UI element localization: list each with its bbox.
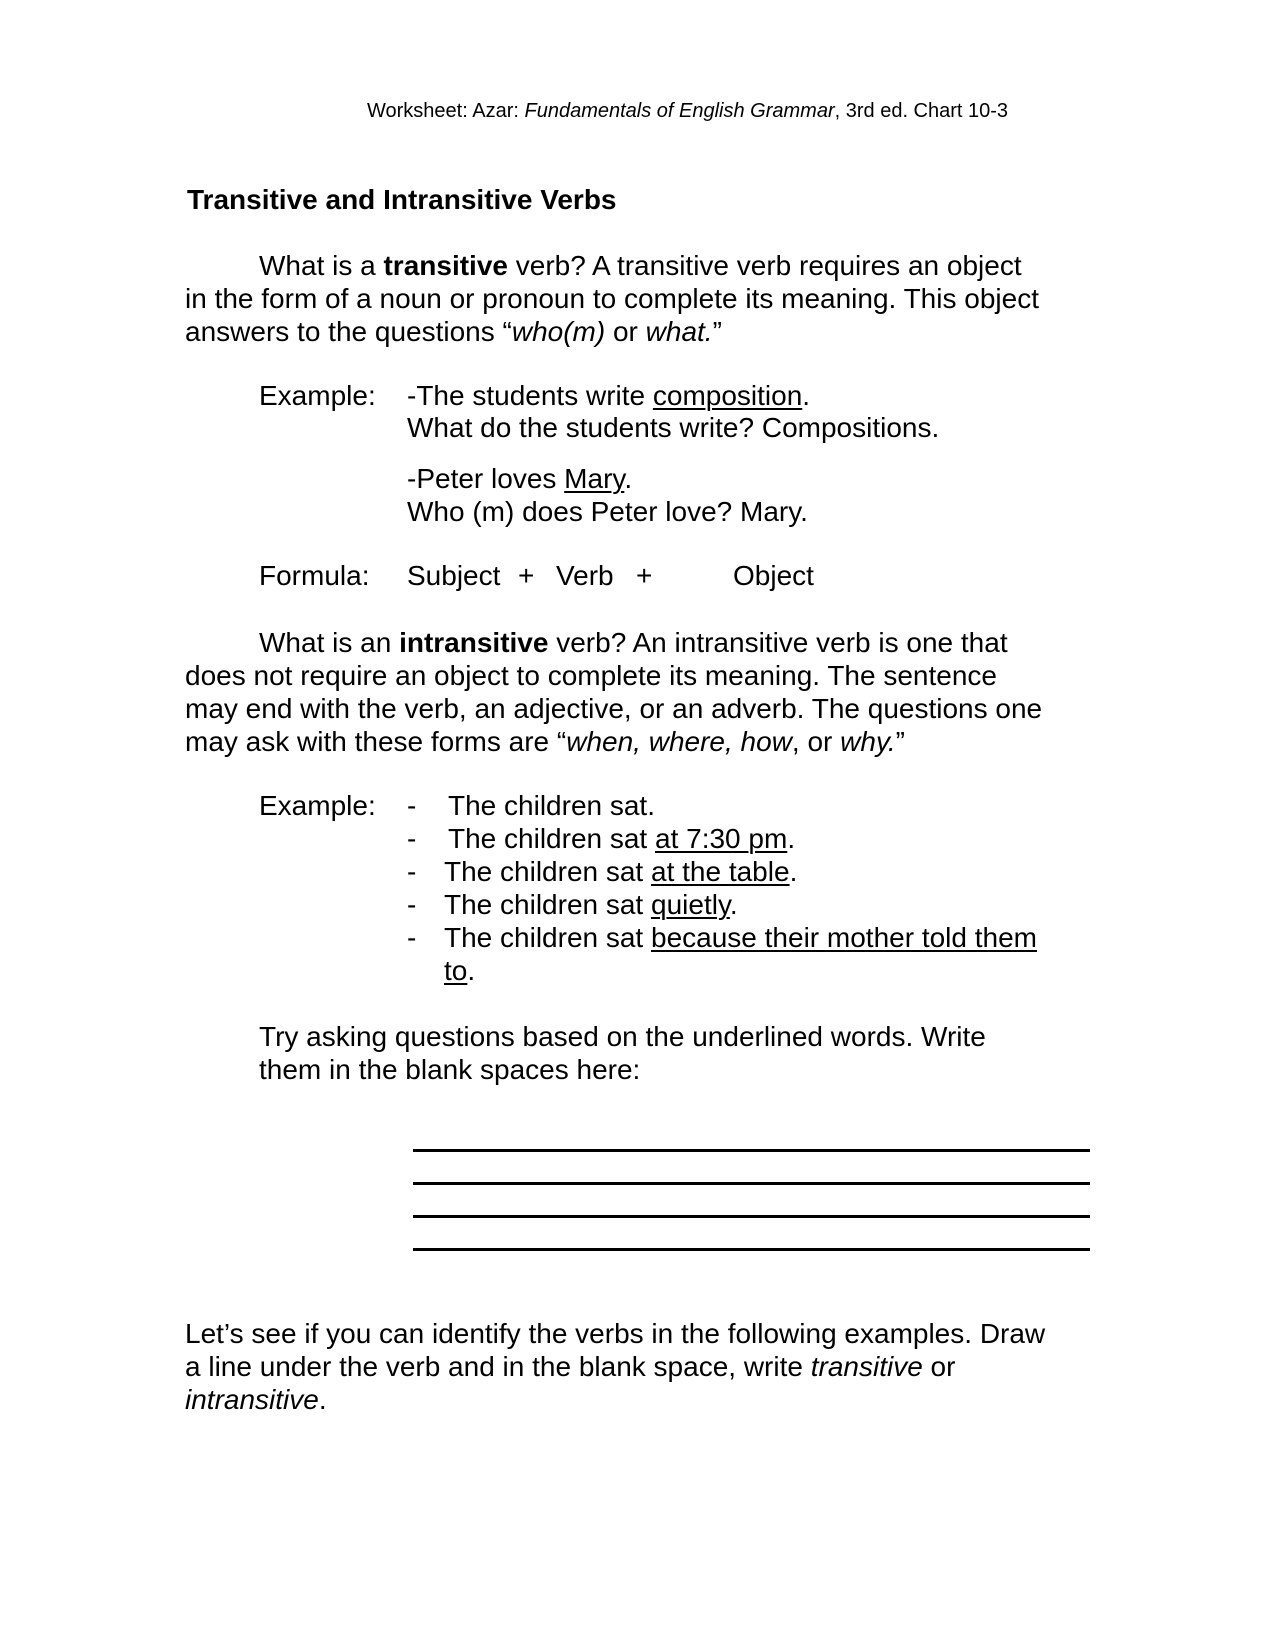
example-2-question: Who (m) does Peter love? Mary. — [407, 496, 808, 527]
example-1-sentence — [407, 380, 810, 412]
list-bullet: - — [407, 922, 417, 953]
text: . — [789, 856, 798, 887]
answer-blank-line[interactable] — [413, 1182, 1090, 1185]
text: verb? A transitive verb requires an object — [507, 250, 1022, 281]
answer-blank-line[interactable] — [413, 1149, 1090, 1152]
intransitive-para-line-4 — [185, 725, 905, 758]
intransitive-para-line-2: does not require an object to complete its meaning. The sentence — [185, 660, 997, 691]
text: The children sat — [444, 922, 651, 953]
text-italic: why. — [840, 726, 896, 757]
text: -Peter loves — [407, 463, 565, 494]
formula-verb: Verb — [556, 560, 614, 591]
text: may ask with these forms are “ — [185, 726, 567, 757]
list-item-continuation — [444, 955, 475, 987]
text: . — [624, 463, 633, 494]
worksheet-header — [367, 100, 1008, 123]
underlined-phrase: quietly — [651, 889, 730, 920]
list-item — [448, 823, 795, 855]
intransitive-para-line-3: may end with the verb, an adjective, or an adverb. The questions one — [185, 693, 1043, 724]
list-item — [444, 889, 738, 921]
text: The children sat. — [448, 790, 655, 821]
formula-subject: Subject — [407, 560, 501, 591]
example-label-intransitive: Example: — [259, 790, 376, 821]
list-item — [444, 856, 797, 888]
underlined-phrase: to — [444, 955, 468, 986]
term-transitive: transitive — [383, 250, 508, 281]
list-bullet: - — [407, 823, 417, 854]
formula-plus: + — [636, 560, 653, 591]
instructions-line-2: them in the blank spaces here: — [259, 1054, 641, 1085]
page-title: Transitive and Intransitive Verbs — [187, 184, 617, 215]
example-label-transitive: Example: — [259, 380, 376, 411]
list-bullet: - — [407, 889, 417, 920]
text-italic: who(m) — [511, 316, 606, 347]
identify-line-2 — [185, 1350, 955, 1383]
formula-object: Object — [733, 560, 814, 591]
text: The children sat — [444, 856, 651, 887]
underlined-phrase: at 7:30 pm — [655, 823, 788, 854]
text: . — [729, 889, 738, 920]
header-book-title: Fundamentals of English Grammar — [524, 100, 835, 122]
text: The children sat — [444, 889, 651, 920]
text: . — [318, 1384, 327, 1415]
underlined-object: composition — [652, 380, 803, 411]
formula-plus: + — [518, 560, 535, 591]
text: What is an — [259, 627, 400, 658]
instructions-line-1: Try asking questions based on the underlined words. Write — [259, 1021, 986, 1052]
text-italic: transitive — [810, 1351, 923, 1382]
transitive-para-line-1 — [259, 249, 1022, 282]
identify-line-3 — [185, 1383, 327, 1416]
list-bullet: - — [407, 856, 417, 887]
header-prefix: Worksheet: Azar: — [367, 100, 525, 122]
answer-blank-line[interactable] — [413, 1215, 1090, 1218]
example-1-question: What do the students write? Compositions. — [407, 412, 940, 443]
text-italic: what. — [645, 316, 713, 347]
text: ” — [712, 316, 722, 347]
text: . — [802, 380, 811, 411]
formula-label: Formula: — [259, 560, 370, 591]
list-bullet: - — [407, 790, 417, 821]
text: . — [467, 955, 476, 986]
identify-line-1: Let’s see if you can identify the verbs in the following examples. Draw — [185, 1318, 1046, 1349]
text-italic: when, where, how — [566, 726, 792, 757]
list-item — [448, 790, 655, 822]
text: or — [922, 1351, 956, 1382]
text: verb? An intransitive verb is one that — [548, 627, 1008, 658]
underlined-phrase: because their mother told them — [651, 922, 1037, 953]
text: or — [605, 316, 646, 347]
text-italic: intransitive — [185, 1384, 319, 1415]
transitive-para-line-3 — [185, 315, 722, 348]
text: -The students write — [407, 380, 653, 411]
text: ” — [895, 726, 905, 757]
underlined-object: Mary — [564, 463, 625, 494]
text: , or — [791, 726, 841, 757]
text: a line under the verb and in the blank space, write — [185, 1351, 811, 1382]
transitive-para-line-2: in the form of a noun or pronoun to complete its meaning. This object — [185, 283, 1039, 314]
text: answers to the questions “ — [185, 316, 512, 347]
text: The children sat — [448, 823, 655, 854]
text: . — [787, 823, 796, 854]
term-intransitive: intransitive — [399, 627, 549, 658]
underlined-phrase: at the table — [651, 856, 790, 887]
header-suffix: , 3rd ed. Chart 10-3 — [834, 100, 1009, 122]
answer-blank-line[interactable] — [413, 1248, 1090, 1251]
example-2-sentence — [407, 463, 632, 495]
intransitive-para-line-1 — [259, 626, 1008, 659]
list-item — [444, 922, 1037, 954]
text: What is a — [259, 250, 384, 281]
